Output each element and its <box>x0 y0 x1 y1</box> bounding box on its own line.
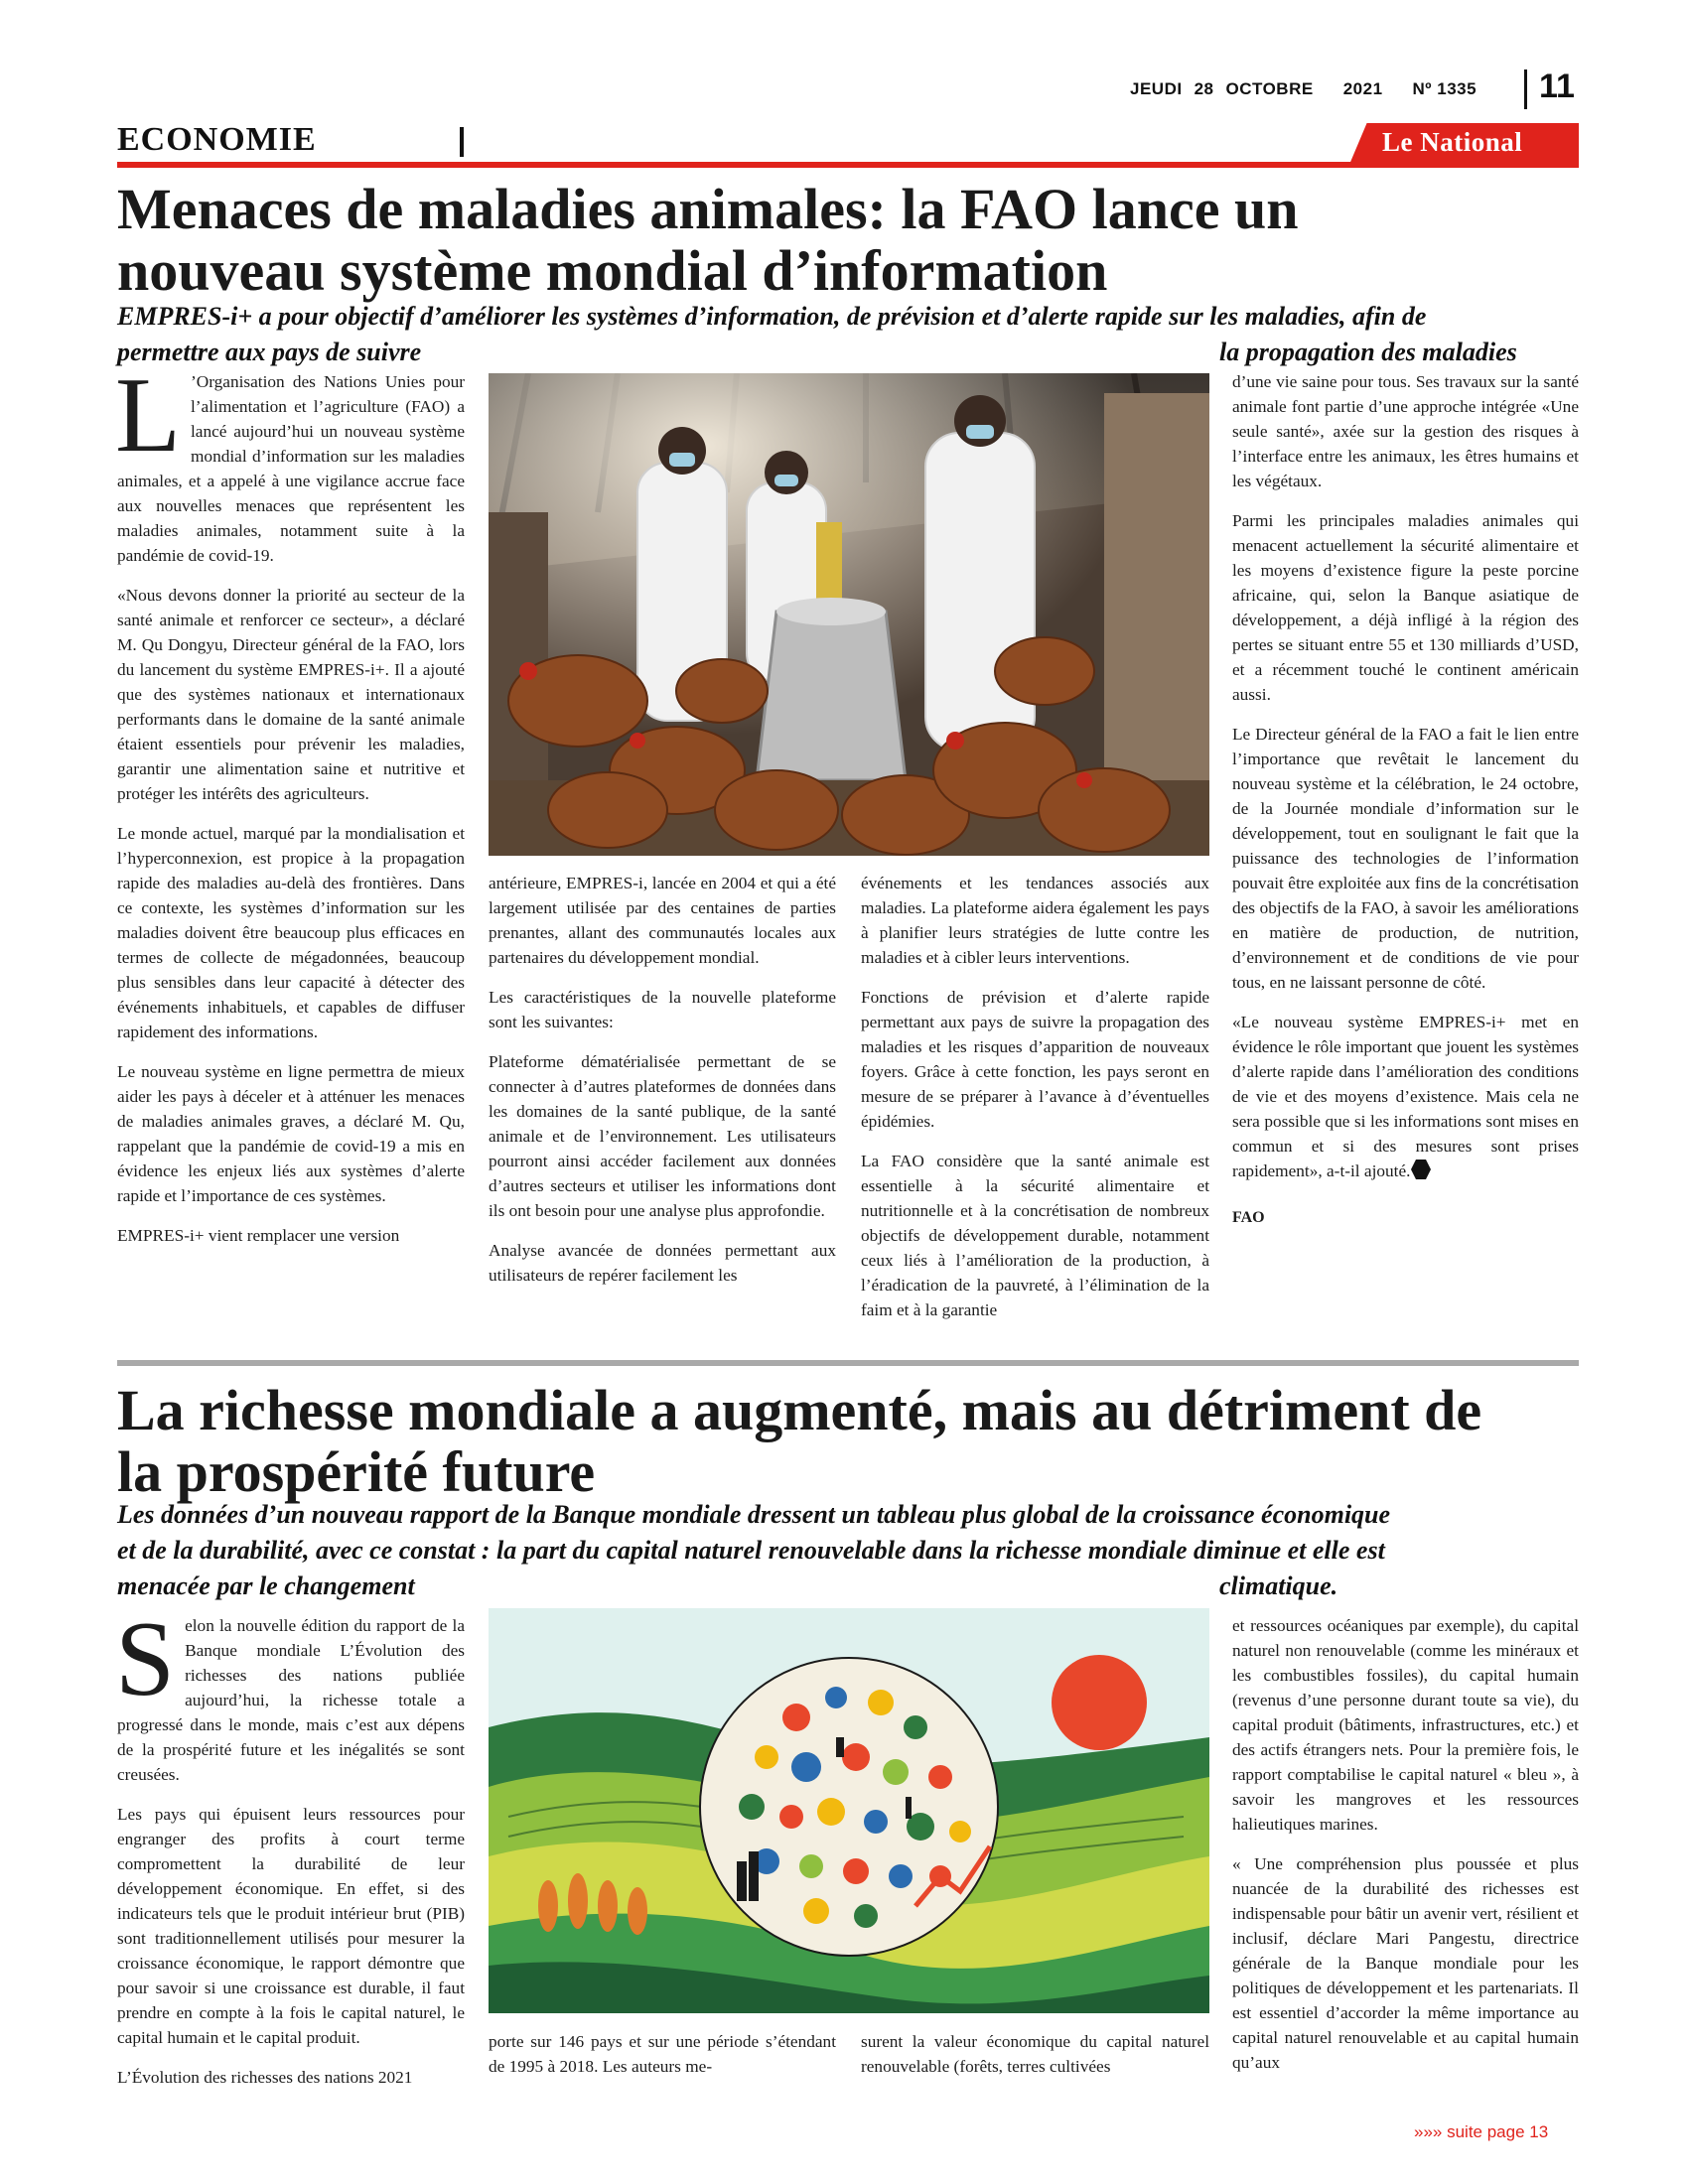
issue-number: Nº 1335 <box>1412 79 1477 98</box>
article1-col3-para1: événements et les tendances associés aux maladies. La plateforme aidera également les pays à planifier leurs stratégies de lutte contre les maladies et à cibler leurs interventions. <box>861 874 1209 967</box>
article1-col2-para1: antérieure, EMPRES-i, lancée en 2004 et qui a été largement utilisée par des centaines de parties prenantes, allant des communautés locales aux partenaires du développement mondial. <box>489 874 836 967</box>
article1-deck-line1: EMPRES-i+ a pour objectif d’améliorer les systèmes d’information, de prévision et d’alerte rapide sur les maladies, afin de <box>117 302 1427 331</box>
article2-col4-para2: « Une compréhension plus poussée et plus nuancée de la durabilité des richesses est indispensable pour bâtir un avenir vert, résilient et inclusif, déclare Mari Pangestu, directrice générale de la Banque mondiale pour les politiques de développement et les partenariats. Il est essentiel d’accorder la même importance au capital naturel renouvelable et au capital humain qu’aux <box>1232 1854 1579 2072</box>
article1-col2-para4: Analyse avancée de données permettant aux utilisateurs de repérer facilement les <box>489 1241 836 1285</box>
article1-col2-para2: Les caractéristiques de la nouvelle plateforme sont les suivantes: <box>489 988 836 1031</box>
article1-deck-line2-left: permettre aux pays de suivre <box>117 338 422 366</box>
article1-column-1 <box>115 356 465 1263</box>
article2-col4-para1: et ressources océaniques par exemple), du capital naturel non renouvelable (comme les minéraux et les combustibles fossiles), du capital humain (revenus d’une personne durant toute sa vie), du capital produit (bâtiments, infrastructures, etc.) et des actifs étrangers nets. Pour la première fois, le rapport comptabilise le capital naturel « bleu », à savoir les mangroves et les ressources halieutiques marines. <box>1232 1616 1579 1834</box>
article1-headline <box>117 179 1587 302</box>
article1-col3-para2: Fonctions de prévision et d’alerte rapide permettant aux pays de suivre la propagation des maladies et les risques d’apparition de nouveaux foyers. Grâce à cette fonction, les pays seront en mesure de se préparer à l’avance à d’éventuelles épidémies. <box>861 988 1209 1131</box>
end-of-article-icon <box>1410 1159 1432 1180</box>
article2-column-1 <box>115 1600 465 2105</box>
article2-deck-line3-right: climatique. <box>1219 1571 1338 1600</box>
article1-col4-para1: d’une vie saine pour tous. Ses travaux sur la santé animale font partie d’une approche intégrée «Une seule santé», axée sur la gestion des risques à l’interface entre les animaux, les êtres humains et les végétaux. <box>1232 372 1579 490</box>
date-year: 2021 <box>1342 79 1383 98</box>
article2-col1-para3: L’Évolution des richesses des nations 2021 <box>117 2068 413 2087</box>
dateline <box>1130 79 1477 99</box>
section-title: ECONOMIE <box>117 121 317 158</box>
article1-dropcap: L <box>115 356 181 475</box>
article2-col1-para2: Les pays qui épuisent leurs ressources pour engranger des profits à court terme compromettent la durabilité de leur développement économique. En effet, si des indicateurs tels que le produit intérieur brut (PIB) sont traditionnellement utilisés pour mesurer la croissance économique, le rapport démontre que pour savoir si une croissance est durable, il faut prendre en compte à la fois le capital naturel, le capital humain et le capital produit. <box>117 1805 465 2047</box>
article1-col2-para3: Plateforme dématérialisée permettant de se connecter à d’autres plateformes de données dans les domaines de la santé publique, de la santé animale et de l’environnement. Les utilisateurs pourront ainsi accéder facilement aux données d’autres secteurs et utiliser les informations dont ils ont besoin pour une analyse plus approfondie. <box>489 1052 836 1220</box>
article2-col3-para1: surent la valeur économique du capital naturel renouvelable (forêts, terres cultivées <box>861 2032 1209 2076</box>
article1-col1-para5: EMPRES-i+ vient remplacer une version <box>117 1226 400 1245</box>
article1-col4-para4: «Le nouveau système EMPRES-i+ met en évidence le rôle important que jouent les systèmes d’alerte rapide dans l’amélioration des conditions de vie et des moyens d’existence. Mais cela ne sera possible que si les informations sont mises en commun et si des mesures sont prises rapidement», a-t-il ajouté. <box>1232 1013 1579 1180</box>
article1-col3-para3: La FAO considère que la santé animale est essentielle à la sécurité alimentaire et nutritionnelle et à la concrétisation de nombreux objectifs de développement durable, notamment ceux liés à l’amélioration de la production, à l’éradication de la pauvreté, à l’élimination de la faim et à la garantie <box>861 1152 1209 1319</box>
article1-col4-para3: Le Directeur général de la FAO a fait le lien entre l’importance que revêtait le lancement du nouveau système et la célébration, le 24 octobre, de la Journée mondiale d’information sur le développement, tout en soulignant le fait que la puissance des technologies de l’information pouvait être exploitée aux fins de la concrétisation des objectifs de la FAO, à savoir les améliorations en matière de production, de nutrition, d’environnement et de conditions de vie pour tous, en ne laissant personne de côté. <box>1232 725 1579 992</box>
page-number: 11 <box>1539 68 1575 105</box>
article2-column-4 <box>1232 1613 1579 2090</box>
article-divider <box>117 1360 1579 1366</box>
article2-column-3 <box>861 2029 1209 2094</box>
article1-deck-line2-right: la propagation des maladies <box>1219 338 1517 366</box>
section-divider <box>460 127 464 157</box>
article2-headline <box>117 1380 1587 1503</box>
article1-column-3 <box>861 871 1209 1337</box>
brand-name: Le National <box>1382 127 1523 157</box>
article1-col1-para2: «Nous devons donner la priorité au secteur de la santé animale et renforcer ce secteur», a déclaré M. Qu Dongyu, Directeur général de la FAO, lors du lancement du système EMPRES-i+. Il a ajouté que des systèmes nationaux et internationaux performants dans le domaine de la santé animale étaient essentiels pour prévenir les maladies, garantir une alimentation saine et nutritive et protéger les intérêts des agriculteurs. <box>117 586 465 803</box>
article1-column-4 <box>1232 369 1579 1230</box>
article2-headline-line2: la prospérité future <box>117 1439 596 1504</box>
article1-col4-para2: Parmi les principales maladies animales qui menacent actuellement la sécurité alimentaire et les moyens d’existence figure la peste porcine africaine, qui, selon la Banque asiatique de développement, a déjà infligé à la région des pertes se situant entre 55 et 130 milliards d’USD, et a récemment touché le continent américain aussi. <box>1232 511 1579 704</box>
article2-deck-line1: Les données d’un nouveau rapport de la Banque mondiale dressent un tableau plus global de la croissance économique <box>117 1500 1391 1529</box>
article1-col1-para3: Le monde actuel, marqué par la mondialisation et l’hyperconnexion, est propice à la propagation rapide des maladies au-delà des frontières. Dans ce contexte, les systèmes d’information sur les maladies doivent être beaucoup plus efficaces en termes de collecte de mégadonnées, beaucoup plus sensibles dans leur capacité à détecter des événements inhabituels, et capables de diffuser rapidement des informations. <box>117 824 465 1041</box>
article2-col2-para1: porte sur 146 pays et sur une période s’étendant de 1995 à 2018. Les auteurs me- <box>489 2032 836 2076</box>
article2-column-2 <box>489 2029 836 2094</box>
date-day: JEUDI <box>1130 79 1183 98</box>
article1-col1-para4: Le nouveau système en ligne permettra de mieux aider les pays à déceler et à atténuer les menaces de maladies animales graves, a déclaré M. Qu, rappelant que la pandémie de covid-19 a mis en évidence les enjeux liés aux systèmes d’alerte rapide et l’importance de ces systèmes. <box>117 1062 465 1205</box>
continued-on-page-link[interactable]: »»» suite page 13 <box>1414 2122 1549 2141</box>
article1-column-2 <box>489 871 836 1302</box>
page-number-divider <box>1524 69 1527 109</box>
article1-col1-para1: L ’Organisation des Nations Unies pour l’alimentation et l’agriculture (FAO) a lancé aujourd’hui un nouveau système mondial d’information sur les maladies animales, et a appelé à une vigilance accrue face aux nouvelles menaces que représentent les maladies animales, notamment suite à la pandémie de covid-19. <box>115 356 465 565</box>
article1-headline-line2: nouveau système mondial d’information <box>117 238 1108 303</box>
article2-deck-line3-left: menacée par le changement <box>117 1571 415 1600</box>
article1-signature: FAO <box>1232 1209 1265 1226</box>
poultry-photo <box>489 373 1209 856</box>
article2-col1-para1: Selon la nouvelle édition du rapport de la Banque mondiale L’Évolution des richesses des nations publiée aujourd’hui, la richesse totale a progressé dans le monde, mais c’est aux dépens de la prospérité future et les inégalités se sont creusées. <box>115 1600 465 1784</box>
date-month: OCTOBRE <box>1225 79 1314 98</box>
wealth-illustration <box>489 1608 1209 2013</box>
article2-deck-line2: et de la durabilité, avec ce constat : la part du capital naturel renouvelable dans la richesse mondiale diminue et elle est <box>117 1536 1385 1565</box>
article2-headline-line1: La richesse mondiale a augmenté, mais au détriment de <box>117 1378 1482 1442</box>
article1-headline-line1: Menaces de maladies animales: la FAO lance un <box>117 177 1299 241</box>
article2-dropcap: S <box>115 1600 176 1718</box>
date-number: 28 <box>1194 79 1214 98</box>
